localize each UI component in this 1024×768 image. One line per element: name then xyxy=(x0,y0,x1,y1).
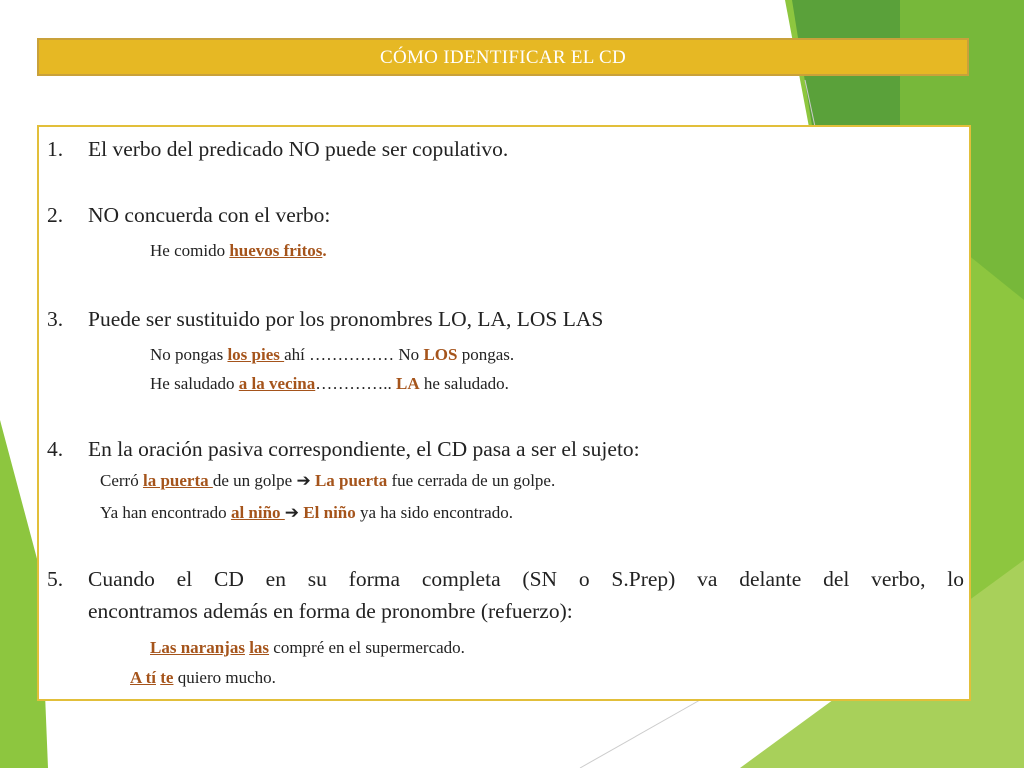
item-text: NO concuerda con el verbo: xyxy=(88,203,331,227)
pronoun-highlight: LOS xyxy=(423,345,458,364)
example-line xyxy=(150,345,514,365)
example-pre: He saludado xyxy=(150,374,239,393)
example-post: he saludado. xyxy=(419,374,509,393)
example-line xyxy=(100,503,513,523)
subject-highlight: El niño xyxy=(303,503,356,522)
item-number: 4. xyxy=(47,437,64,461)
pronoun-highlight: las xyxy=(249,638,270,657)
example-pre: He comido xyxy=(150,241,230,260)
item-text: En la oración pasiva correspondiente, el CD pasa a ser el sujeto: xyxy=(88,437,640,461)
example-post: ya ha sido encontrado. xyxy=(355,503,513,522)
item-number: 3. xyxy=(47,307,64,331)
pronoun-highlight: LA xyxy=(396,374,420,393)
slide-title: CÓMO IDENTIFICAR EL CD xyxy=(37,38,969,76)
example-line xyxy=(150,241,327,261)
example-pre: Ya han encontrado xyxy=(100,503,231,522)
cd-highlight: A tí xyxy=(130,668,156,687)
example-post: compré en el supermercado. xyxy=(269,638,465,657)
content-box xyxy=(37,125,971,701)
item-text-line-2: encontramos además en forma de pronombre (refuerzo): xyxy=(88,599,573,623)
arrow-icon: ➔ xyxy=(296,471,311,490)
cd-highlight: huevos fritos xyxy=(229,241,323,260)
example-post: . xyxy=(322,241,327,260)
cd-highlight: al niño xyxy=(230,503,285,522)
example-post: quiero mucho. xyxy=(173,668,276,687)
example-mid: ………….. xyxy=(315,374,397,393)
item-text-line-1: Cuando el CD en su forma completa (SN o S.Prep) va delante del verbo, lo xyxy=(88,567,964,591)
cd-highlight: Las naranjas xyxy=(150,638,245,657)
example-post: fue cerrada de un golpe. xyxy=(387,471,556,490)
example-post: pongas. xyxy=(457,345,515,364)
item-text: Puede ser sustituido por los pronombres LO, LA, LOS LAS xyxy=(88,307,604,331)
example-mid: ahí …………… No xyxy=(284,345,424,364)
cd-highlight: la puerta xyxy=(142,471,213,490)
example-pre: Cerró xyxy=(100,471,143,490)
subject-highlight: La puerta xyxy=(314,471,388,490)
arrow-icon: ➔ xyxy=(284,503,300,522)
example-pre: No pongas xyxy=(150,345,228,364)
example-mid: de un golpe xyxy=(212,471,297,490)
cd-highlight: los pies xyxy=(227,345,285,364)
item-text: El verbo del predicado NO puede ser copulativo. xyxy=(88,137,509,161)
item-number: 1. xyxy=(47,137,64,161)
thin-line-bottom xyxy=(580,700,700,768)
example-line xyxy=(130,668,276,688)
item-number: 2. xyxy=(47,203,64,227)
item-number: 5. xyxy=(47,567,64,591)
cd-highlight: a la vecina xyxy=(238,374,316,393)
example-line xyxy=(150,374,509,394)
example-line xyxy=(100,471,555,491)
example-line xyxy=(150,638,465,658)
pronoun-highlight: te xyxy=(160,668,174,687)
